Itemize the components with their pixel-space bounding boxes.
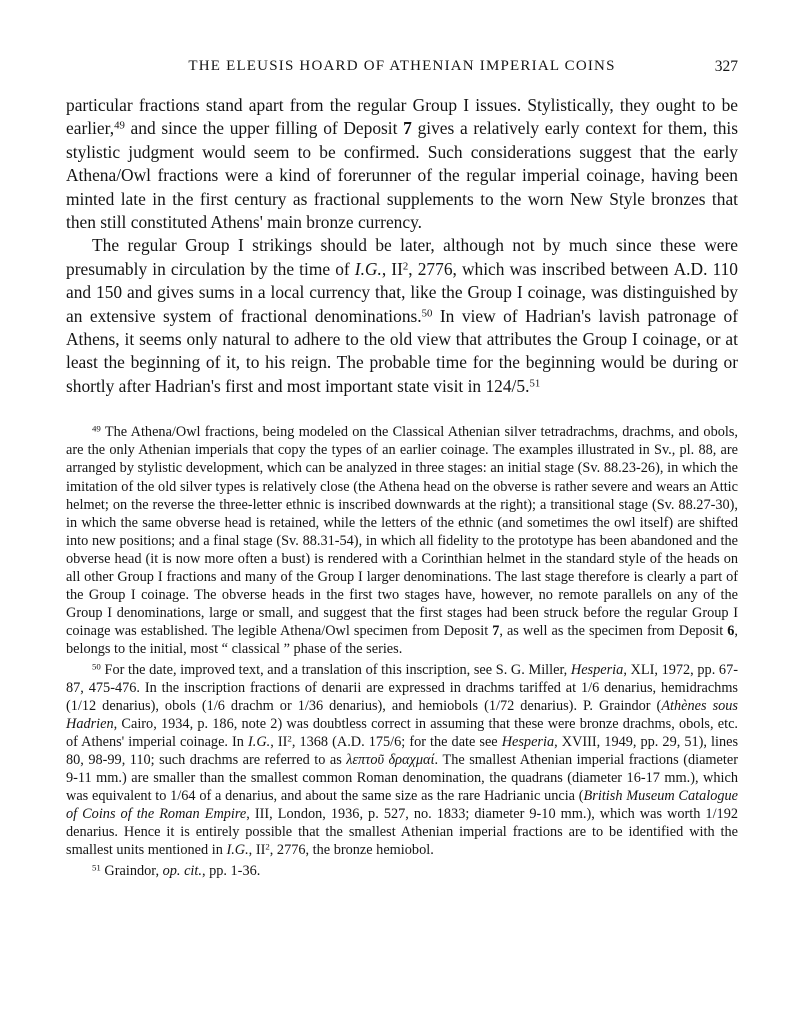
paragraph-2: The regular Group I strikings should be later, although not by much since these were presumably in circulation by the time of I.G., $II^2$, 2776, which was inscribed between A.D. 110 and 150 and gives sums in a local currency that, like the Group I coinage, was distinguished by an extensive system of fractional denominations.$^{50}$ In view of Hadrian's lavish patronage of Athens, it seems only natural to adhere to the old view that attributes the Group I coinage, or at least the beginning of it, to his reign. The probable time for the beginning would be during or shortly after Hadrian's first and most important state visit in 124/5.51 [66,235,738,396]
running-title: THE ELEUSIS HOARD OF ATHENIAN IMPERIAL COINS [188,58,616,74]
page [66,58,738,882]
footnote-50: $^{50}$ For the date, improved text, and a translation of this inscription, see S. G. Miller, Hesperia, XLI, 1972, pp. 67-87, 475-476. In the inscription fractions of denarii are expressed in drachms tariffed at 1/6 denarius, hemidrachms (1/12 denarius), obols (1/6 drachm or 1/36 denarius), and hemiobols (1/72 denarius). P. Graindor (Athènes sous Hadrien, Cairo, 1934, p. 186, note 2) was doubtless correct in assuming that these were bronze drachms, obols, etc. of Athens' imperial coinage. In I.G., $II^2$, 1368 (A.D. 175/6; for the date see Hesperia, XVIII, 1949, pp. 29, 51), lines 80, 98-99, 110; such drachms are referred to as λεπτοῦ δραχμαί. The smallest Athenian imperial fractions (diameter 9-11 mm.) are smaller than the smallest common Roman denomination, the quadrans (diameter 16-17 mm.), which was equivalent to 1/64 of a denarius, and about the same size as the rare Hadrianic uncia (British Museum Catalogue of Coins of the Roman Empire, III, London, 1936, p. 527, no. 1833; diameter 9-10 mm.), which was worth 1/192 denarius. Hence it is entirely possible that the smallest Athenian imperial fractions are to be identified with the smallest units mentioned in I.G., $II^2$, 2776, the bronze hemiobol. [66,661,739,859]
footnote-ref-51: 51 [529,377,541,390]
era-abbrev: A.D. [673,258,708,279]
body-text [66,94,738,398]
footnote-51: $^{51}$ Graindor, op. cit., pp. 1-36. [92,862,261,879]
greek-phrase: λεπτοῦ δραχμαί [346,751,435,768]
page-number: 327 [714,58,738,75]
footnote-number: 50 [92,661,101,672]
footnote-ref-49: 49 [114,120,125,133]
footnotes [66,423,738,879]
deposit-number: 7 [403,118,412,139]
footnote-number: 49 [92,423,101,434]
ig-citation: I.G. [354,258,382,279]
footnote-49: $^{49}$ The Athena/Owl fractions, being modeled on the Classical Athenian silver tetradrachms, drachms, and obols, are the only Athenian imperials that copy the types of an earlier coinage. The examples illustrated in Sv., pl. 88, are arranged by stylistic development, which can be analyzed in three stages: an initial stage (Sv. 88.23-26), in which the imitation of the old silver types is relatively close (the Athena head on the obverse is rather severe and wears an Attic helmet; on the reverse the three-letter ethnic is inscribed downwards at the right); a transitional stage (Sv. 88.27-30), in which the same obverse head is retained, while the letters of the ethnic (and sometimes the owl itself) are shifted into new positions; and a final stage (Sv. 88.31-54), in which all fidelity to the prototype has been abandoned and the obverse head (it is now more often a bust) is rendered with a Corinthian helmet in the standard style of the heads on all other Group I fractions and many of the Group I larger denominations. The last stage therefore is clearly a part of the Group I coinage. The obverse heads in the first two stages have, however, no remote parallels on any of the Group I denominations, large or small, and suggest that the first stages had been struck before the regular Group I coinage was established. The legible Athena/Owl specimen from Deposit 7, as well as the specimen from Deposit 6, belongs to the initial, most “ classical ” phase of the series. [66,423,738,658]
paragraph-1: particular fractions stand apart from the regular Group I issues. Stylistically, they ought to be earlier,$^{49}$ and since the upper filling of Deposit 7 gives a relatively early context for them, this stylistic judgment would seem to be confirmed. Such considerations suggest that the early Athena/Owl fractions were a kind of forerunner of the regular imperial coinage, having been minted late in the first century as fractional supplements to the worn New Style bronzes that then still constituted Athens' main bronze currency. [66,95,738,233]
footnote-number: 51 [92,862,101,873]
footnote-ref-50: 50 [421,307,433,320]
running-header [66,58,738,80]
